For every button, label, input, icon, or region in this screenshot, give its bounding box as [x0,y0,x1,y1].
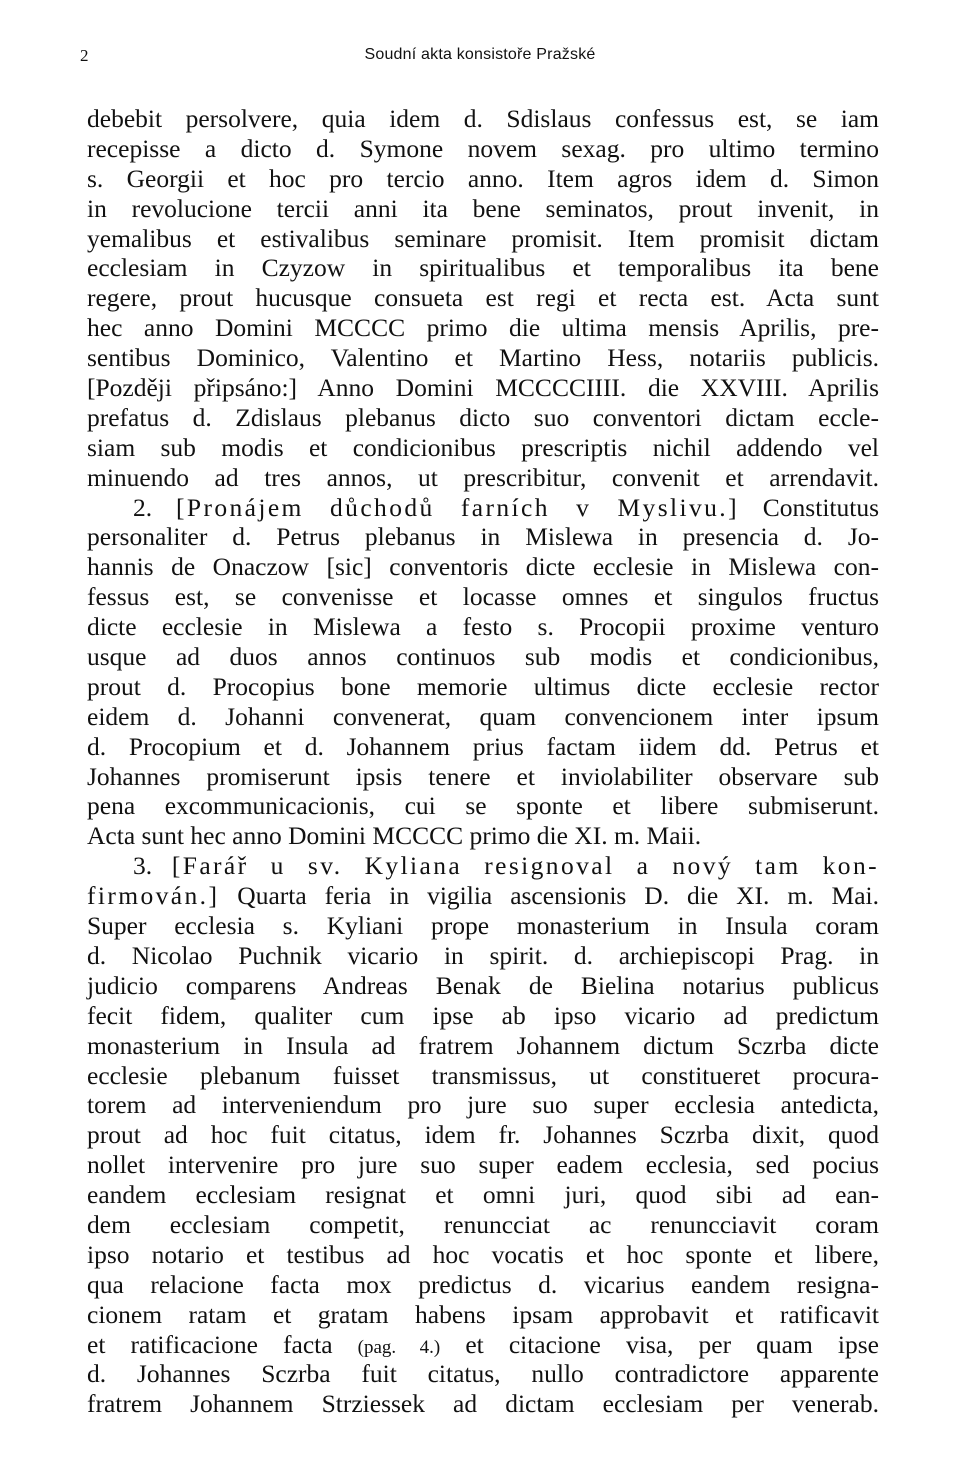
text-segment: debebit persolvere, quia idem d. Sdislaus confessus est, se iam [87,104,879,133]
text-segment: prout ad hoc fuit citatus, idem fr. Johannes Sczrba dixit, quod [87,1120,879,1150]
text-line [87,403,879,433]
text-segment: d. Johannes Sczrba fuit citatus, nullo contradictore apparente [87,1359,879,1389]
text-line [87,373,879,403]
text-segment: torem ad interveniendum pro jure suo super ecclesia antedicta, [87,1090,879,1120]
text-line [87,194,879,224]
text-line [87,1389,879,1419]
text-segment: ecclesie plebanum fuisset transmissus, ut constitueret procura- [87,1060,879,1090]
text-segment: sentibus Dominico, Valentino et Martino Hess, notariis publicis. [87,343,879,373]
text-line [87,1150,879,1180]
section-heading-spaced: [Farář u sv. Kyliana resignoval a nový tam kon- [171,851,879,881]
text-line [87,582,879,612]
text-segment: minuendo ad tres annos, ut prescribitur, convenit et arrendavit. [87,462,879,492]
text-line [87,732,879,762]
text-segment: et citacione visa, per quam ipse [440,1329,879,1359]
page-reference: (pag. 4.) [357,1336,441,1358]
text-line [87,1330,879,1360]
page-number: 2 [80,46,89,65]
text-segment: monasterium in Insula ad fratrem Johannem dictum Sczrba dicte [87,1030,879,1060]
text-line [87,1359,879,1389]
text-line [87,672,879,702]
text-segment: 2. [133,492,176,522]
text-line [87,642,879,672]
text-segment: d. Procopium et d. Johannem prius factam iidem dd. Petrus et [87,731,879,761]
text-line [87,522,879,552]
text-segment: judicio comparens Andreas Benak de Bielina notarius publicus [87,970,879,1000]
text-line [87,851,879,881]
text-line [87,762,879,792]
text-segment: hec anno Domini MCCCC primo die ultima mensis Aprilis, pre- [87,313,879,343]
text-line [87,1001,879,1031]
text-line [87,104,879,134]
text-line [87,612,879,642]
text-segment: 3. [133,851,172,881]
text-line [87,821,879,851]
text-segment: ipso notario et testibus ad hoc vocatis et hoc sponte et libere, [87,1239,879,1269]
text-line [87,552,879,582]
text-segment: in revolucione tercii anni ita bene seminatos, prout invenit, in [87,193,879,223]
text-line [87,463,879,493]
text-segment: eandem ecclesiam resignat et omni juri, quod sibi ad ean- [87,1180,879,1210]
text-line [87,702,879,732]
text-segment: cionem ratam et gratam habens ipsam approbavit et ratificavit [87,1299,879,1329]
text-segment: personaliter d. Petrus plebanus in Mislewa in presencia d. Jo- [87,522,879,552]
text-segment: nollet intervenire pro jure suo super eadem ecclesia, sed pocius [87,1150,879,1180]
text-line [87,1180,879,1210]
text-segment: eidem d. Johanni convenerat, quam convencionem inter ipsum [87,701,879,731]
text-segment: hannis de Onaczow [sic] conventoris dicte ecclesie in Mislewa con- [87,552,879,582]
text-segment: fratrem Johannem Strziessek ad dictam ecclesiam per venerab. [87,1389,879,1419]
text-segment: Super ecclesia s. Kyliani prope monasterium in Insula coram [87,911,879,941]
text-line [87,164,879,194]
text-line [87,1031,879,1061]
text-segment: [Později připsáno:] Anno Domini MCCCCIIII. die XXVIII. Aprilis [87,373,879,403]
text-line [87,493,879,523]
section-heading-spaced: firmován.] [87,881,220,911]
text-segment: Quarta feria in vigilia ascensionis D. die XI. m. Mai. [219,881,879,911]
text-line [87,1240,879,1270]
text-segment: qua relacione facta mox predictus d. vicarius eandem resigna- [87,1269,879,1299]
text-line [87,313,879,343]
text-segment: recepisse a dicto d. Symone novem sexag. pro ultimo termino [87,133,879,163]
text-segment: d. Nicolao Puchnik vicario in spirit. d. archiepiscopi Prag. in [87,940,879,970]
text-segment: ecclesiam in Czyzow in spiritualibus et temporalibus ita bene [87,253,879,283]
text-segment: fessus est, se convenisse et locasse omnes et singulos fructus [87,582,879,612]
text-line [87,1270,879,1300]
text-segment: Constitutus [738,492,879,522]
running-title: Soudní akta konsistoře Pražské [364,46,596,63]
text-segment: Johannes promiserunt ipsis tenere et inviolabiliter observare sub [87,761,879,791]
text-line [87,283,879,313]
text-line [87,343,879,373]
text-segment: dem ecclesiam competit, renuncciat ac renuncciavit coram [87,1209,879,1239]
text-line [87,1300,879,1330]
text-segment: fecit fidem, qualiter cum ipse ab ipso vicario ad predictum [87,1000,879,1030]
text-segment: prefatus d. Zdislaus plebanus dicto suo conventori dictam eccle- [87,402,879,432]
text-segment: s. Georgii et hoc pro tercio anno. Item agros idem d. Simon [87,163,879,193]
text-line [87,433,879,463]
text-line [87,1090,879,1120]
text-line [87,1061,879,1091]
text-line [87,941,879,971]
text-line [87,971,879,1001]
text-segment: et ratificacione facta [87,1329,358,1359]
text-segment: usque ad duos annos continuos sub modis et condicionibus, [87,642,879,672]
text-segment: yemalibus et estivalibus seminare promisit. Item promisit dictam [87,223,879,253]
text-segment: pena excommunicacionis, cui se sponte et libere submiserunt. [87,791,879,821]
text-line [87,134,879,164]
text-segment: regere, prout hucusque consueta est regi et recta est. Acta sunt [87,283,879,313]
text-line [87,253,879,283]
text-line [87,224,879,254]
text-segment: Acta sunt hec anno Domini MCCCC primo die XI. m. Maii. [87,821,702,851]
text-segment: siam sub modis et condicionibus prescriptis nichil addendo vel [87,432,879,462]
text-line [87,1120,879,1150]
text-line [87,1210,879,1240]
text-segment: prout d. Procopius bone memorie ultimus dicte ecclesie rector [87,671,879,701]
section-heading-spaced: [Pronájem důchodů farních v Myslivu.] [175,492,739,522]
text-line [87,791,879,821]
body-text [87,104,879,1419]
text-segment: dicte ecclesie in Mislewa a festo s. Procopii proxime venturo [87,612,879,642]
text-line [87,881,879,911]
text-line [87,911,879,941]
